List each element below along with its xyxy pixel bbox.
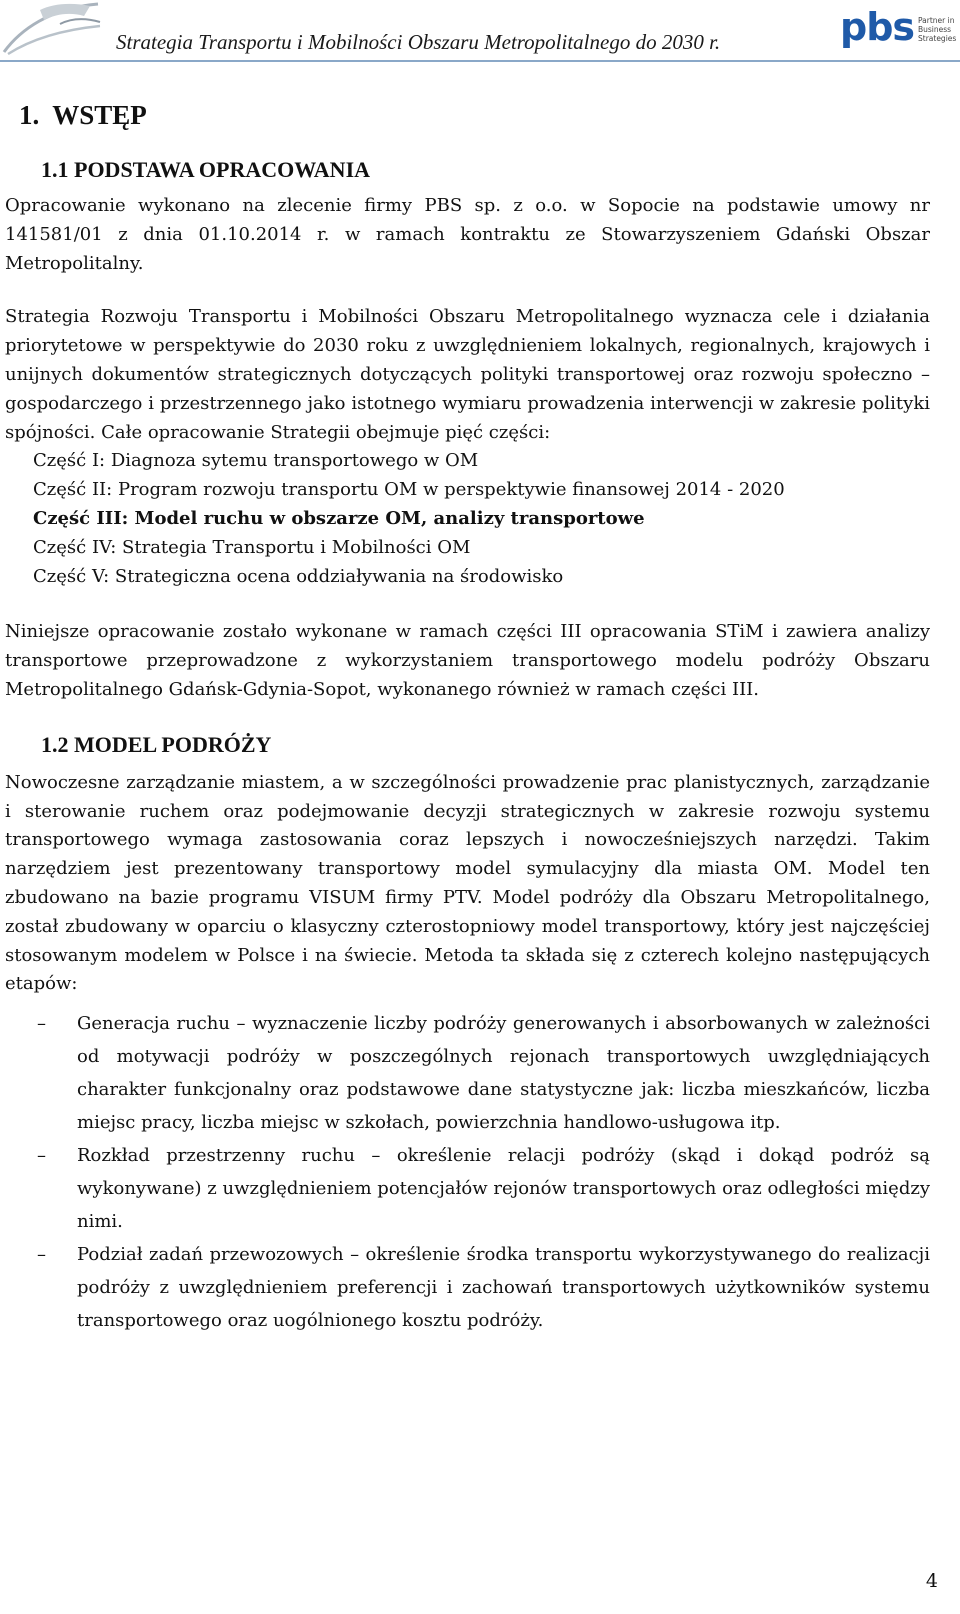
- pbs-logo: [840, 2, 958, 58]
- list-item: – Generacja ruchu – wyznaczenie liczby podróży generowanych i absorbowanych w zależności od motywacji podróży w poszczególnych rejonach transportowych uwzględniających charakter funkcjonalny oraz podstawowe dane statystyczne jak: liczba mieszkańców, liczba miejsc pracy, liczba miejsc w szkołach, powierzchnia handlowo-usługowa itp.: [37, 1013, 930, 1134]
- list-item: Część II: Program rozwoju transportu OM w perspektywie finansowej 2014 - 2020: [33, 479, 785, 501]
- model-stages-list: [5, 1007, 930, 1337]
- list-item: Część III: Model ruchu w obszarze OM, analizy transportowe: [33, 507, 645, 529]
- paragraph-model: Nowoczesne zarządzanie miastem, a w szczególności prowadzenie prac planistycznych, zarządzanie i sterowanie ruchem oraz podejmowanie decyzji strategicznych w zakresie rozwoju systemu transportowego wymaga zastosowania coraz lepszych i nowocześniejszych narzędzi. Takim narzędziem jest prezentowany transportowy model symulacyjny dla miasta OM. Model ten zbudowano na bazie programu VISUM firmy PTV. Model podróży dla Obszaru Metropolitalnego, został zbudowany w oparciu o klasyczny czterostopniowy model transportowy, który jest najczęściej stosowanym modelem w Polsce i na świecie. Metoda ta składa się z czterech kolejno następujących etapów:: [5, 771, 930, 995]
- list-item: Część I: Diagnoza sytemu transportowego w OM: [33, 450, 479, 472]
- page-header: [0, 0, 960, 62]
- pbs-logo-tagline: Partner in Business Strategies: [918, 16, 957, 43]
- list-item: – Rozkład przestrzenny ruchu – określenie relacji podróży (skąd i dokąd podróż są wykonywane) z uwzględnieniem potencjałów rejonów transportowych oraz odległości między nimi.: [37, 1145, 930, 1233]
- strategy-parts-list: [33, 447, 930, 591]
- paragraph-scope: Niniejsze opracowanie zostało wykonane w ramach części III opracowania STiM i zawiera analizy transportowe przeprowadzone z wykorzystaniem transportowego modelu podróży Obszaru Metropolitalnego Gdańsk-Gdynia-Sopot, wykonanego również w ramach części III.: [5, 621, 930, 700]
- chapter-heading: 1. WSTĘP: [19, 100, 147, 130]
- paragraph-strategy: Strategia Rozwoju Transportu i Mobilności Obszaru Metropolitalnego wyznacza cele i działania priorytetowe w perspektywie do 2030 roku z uwzględnieniem lokalnych, regionalnych, krajowych i unijnych dokumentów strategicznych dotyczących polityki transportowej oraz rozwoju społeczno – gospodarczego i przestrzennego jako istotnego wymiaru prowadzenia interwencji w zakresie polityki spójności. Całe opracowanie Strategii obejmuje pięć części:: [5, 306, 930, 443]
- paragraph-basis: Opracowanie wykonano na zlecenie firmy PBS sp. z o.o. w Sopocie na podstawie umowy nr 141581/01 z dnia 01.10.2014 r. w ramach kontraktu ze Stowarzyszeniem Gdański Obszar Metropolitalny.: [5, 195, 930, 274]
- metropolitan-area-logo-icon: [0, 0, 104, 56]
- section-heading-1-2: 1.2 MODEL PODRÓŻY: [41, 731, 272, 757]
- page-number: 4: [925, 1570, 938, 1592]
- section-heading-1-1: 1.1 PODSTAWA OPRACOWANIA: [41, 157, 371, 182]
- document-body: [5, 95, 930, 1337]
- list-item: Część V: Strategiczna ocena oddziaływania na środowisko: [33, 565, 564, 587]
- document-running-title: Strategia Transportu i Mobilności Obszaru Metropolitalnego do 2030 r.: [116, 30, 721, 54]
- header-divider: [0, 60, 960, 62]
- list-item: – Podział zadań przewozowych – określenie środka transportu wykorzystywanego do realizacji podróży z uwzględnieniem preferencji i zachowań transportowych użytkowników systemu transportowego oraz uogólnionego kosztu podróży.: [37, 1244, 930, 1332]
- pbs-logo-wordmark: pbs: [840, 5, 915, 49]
- list-item: Część IV: Strategia Transportu i Mobilności OM: [33, 536, 471, 558]
